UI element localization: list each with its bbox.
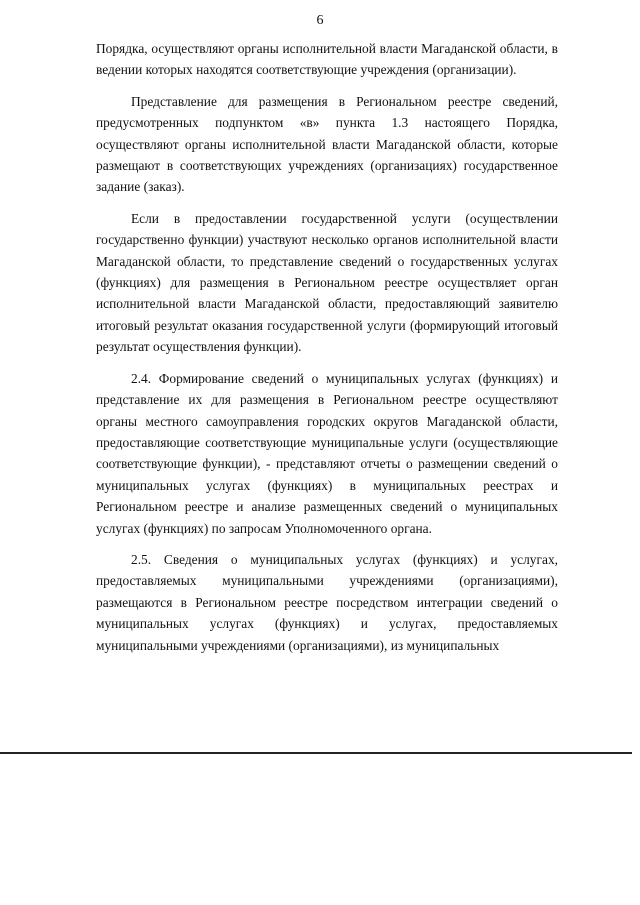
paragraph-2-5: 2.5. Сведения о муниципальных услугах (функциях) и услугах, предоставляемых муниципальными учреждениями (организациями), размещаются в Региональном реестре посредством интеграции сведений о муниципальных услугах (функциях) и услугах, предоставляемых муниципальными учреждениями (организациями), из муниципальных [96, 551, 558, 653]
paragraph-2-4: 2.4. Формирование сведений о муниципальных услугах (функциях) и представление их для размещения в Региональном реестре осуществляют органы местного самоуправления городских округов Магаданской области, предоставляющие соответствующие муниципальные услуги (осуществляющие соответствующие функции), - представляют отчеты о размещении сведений о муниципальных услугах (функциях) в муниципальных реестрах и Региональном реестре и анализе размещенных сведений о муниципальных услугах (функциях) по запросам Уполномоченного органа. [96, 370, 558, 536]
page-number: 6 [316, 13, 324, 28]
paragraph-submission-b: Представление для размещения в Региональном реестре сведений, предусмотренных подпунктом «в» пункта 1.3 настоящего Порядка, осуществляют органы исполнительной власти Магаданской области, которые размещают в соответствующих учреждениях (организациях) государственное задание (заказ). [96, 93, 558, 195]
document-body [96, 38, 558, 656]
paragraph-continuation: Порядка, осуществляют органы исполнительной власти Магаданской области, в ведении которых находятся соответствующие учреждения (организации). [96, 41, 558, 78]
page-bottom-divider [0, 752, 632, 754]
paragraph-multiple-organs: Если в предоставлении государственной услуги (осуществлении государственно функции) участвуют несколько органов исполнительной власти Магаданской области, то представление сведений о государственных услугах (функциях) для размещения в Региональном реестре осуществляет орган исполнительной власти Магаданской области, предоставляющий заявителю итоговый результат оказания государственной услуги (формирующий итоговый результат осуществления функции). [96, 210, 558, 355]
